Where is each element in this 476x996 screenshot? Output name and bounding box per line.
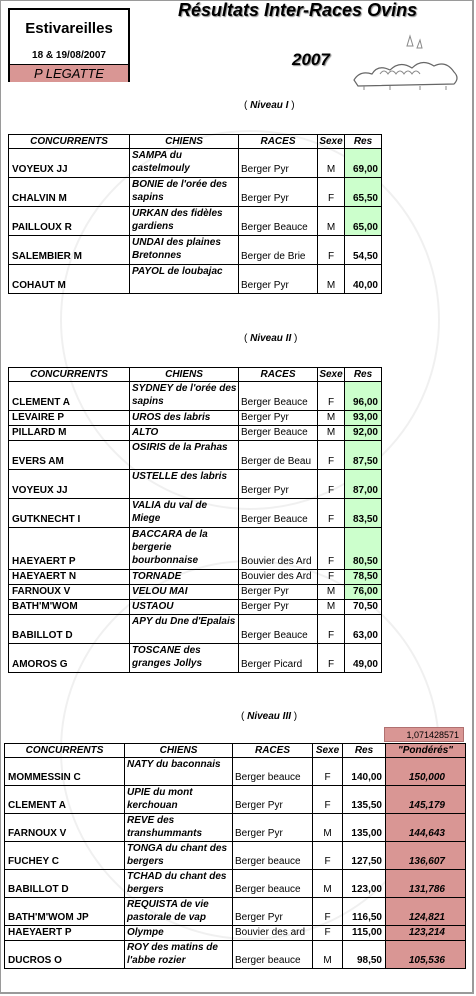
table-row [9,426,382,441]
header-chiens: CHIENS [130,368,239,382]
event-dates: 18 & 19/08/2007 [32,50,106,61]
dog-cell: URKAN des fidèles gardiens [130,207,239,236]
header-ponderes: "Pondérés" [386,744,466,758]
competitor-cell: FUCHEY C [5,842,125,870]
header-races: RACES [233,744,313,758]
sex-cell: F [318,178,345,207]
result-cell: 65,50 [345,178,382,207]
breed-cell: Berger Beauce [239,382,318,411]
breed-cell: Berger de Beau [239,441,318,470]
dog-cell: USTELLE des labris [130,470,239,499]
dog-cell: SYDNEY de l'orée des sapins [130,382,239,411]
table-row [9,470,382,499]
sex-cell: F [318,644,345,673]
table-row [9,441,382,470]
result-cell: 92,00 [345,426,382,441]
result-cell: 78,50 [345,570,382,585]
table-row [5,758,466,786]
level-1-table [8,134,382,294]
result-cell: 96,00 [345,382,382,411]
result-cell: 40,00 [345,265,382,294]
breed-cell: Berger beauce [233,941,313,969]
competitor-cell: PAILLOUX R [9,207,130,236]
competitor-cell: HAEYAERT P [9,528,130,570]
competitor-cell: CLEMENT A [9,382,130,411]
result-cell: 83,50 [345,499,382,528]
breed-cell: Bouvier des ard [233,926,313,941]
header-chiens: CHIENS [130,135,239,149]
table-row [9,207,382,236]
competitor-cell: BABILLOT D [5,870,125,898]
competitor-cell: BATH'M'WOM JP [5,898,125,926]
sex-cell: M [313,941,343,969]
page-title: Résultats Inter-Races Ovins [178,0,418,20]
sex-cell: F [313,926,343,941]
sex-cell: M [318,426,345,441]
table-row [5,842,466,870]
sex-cell: M [313,814,343,842]
competitor-cell: CHALVIN M [9,178,130,207]
breed-cell: Berger beauce [233,842,313,870]
dog-cell: Olympe [125,926,233,941]
header-concurrents: CONCURRENTS [5,744,125,758]
header-races: RACES [239,135,318,149]
competitor-cell: EVERS AM [9,441,130,470]
sex-cell: F [318,382,345,411]
result-cell: 87,50 [345,441,382,470]
dog-cell: UPIE du mont kerchouan [125,786,233,814]
level-1-label: ( Niveau I ) [244,100,295,111]
competitor-cell: CLEMENT A [5,786,125,814]
header-res: Res [345,135,382,149]
sex-cell: F [318,236,345,265]
competitor-cell: BATH'M'WOM [9,600,130,615]
competitor-cell: DUCROS O [5,941,125,969]
weighting-coefficient: 1,071428571 [384,727,464,742]
result-cell: 49,00 [345,644,382,673]
breed-cell: Bouvier des Ard [239,528,318,570]
header-sexe: Sexe [319,369,343,380]
sex-cell: M [318,600,345,615]
sex-cell: F [313,758,343,786]
competitor-cell: FARNOUX V [9,585,130,600]
table-row [9,600,382,615]
competitor-cell: MOMMESSIN C [5,758,125,786]
sex-cell: F [313,898,343,926]
breed-cell: Berger Beauce [239,426,318,441]
table-header-row [9,135,382,149]
breed-cell: Berger beauce [233,758,313,786]
dog-cell: TORNADE [130,570,239,585]
table-row [9,615,382,644]
header-chiens: CHIENS [125,744,233,758]
result-cell: 54,50 [345,236,382,265]
breed-cell: Berger Pyr [233,814,313,842]
competitor-cell: VOYEUX JJ [9,470,130,499]
sex-cell: F [318,441,345,470]
sex-cell: M [313,870,343,898]
competitor-cell: VOYEUX JJ [9,149,130,178]
breed-cell: Berger Pyr [239,585,318,600]
breed-cell: Berger Pyr [239,265,318,294]
table-row [9,570,382,585]
result-cell: 69,00 [345,149,382,178]
level-3-label: ( Niveau III ) [241,711,298,722]
result-cell: 98,50 [343,941,386,969]
table-row [9,411,382,426]
breed-cell: Berger Pyr [239,411,318,426]
table-row [9,644,382,673]
sex-cell: F [318,499,345,528]
result-cell: 127,50 [343,842,386,870]
result-cell: 70,50 [345,600,382,615]
sex-cell: F [318,570,345,585]
sex-cell: F [318,615,345,644]
table-row [9,265,382,294]
sex-cell: F [318,470,345,499]
table-row [9,499,382,528]
table-row [5,814,466,842]
competitor-cell: BABILLOT D [9,615,130,644]
dog-cell: VELOU MAI [130,585,239,600]
header-sexe: Sexe [319,136,343,147]
competitor-cell: AMOROS G [9,644,130,673]
weighted-result-cell: 131,786 [386,870,466,898]
result-cell: 80,50 [345,528,382,570]
dog-cell: ROY des matins de l'abbe rozier [125,941,233,969]
table-row [5,926,466,941]
table-row [9,149,382,178]
table-row [9,382,382,411]
weighted-result-cell: 124,821 [386,898,466,926]
competitor-cell: SALEMBIER M [9,236,130,265]
dog-cell: VALIA du val de Miege [130,499,239,528]
competitor-cell: FARNOUX V [5,814,125,842]
page-year: 2007 [292,50,330,69]
result-cell: 76,00 [345,585,382,600]
competitor-cell: PILLARD M [9,426,130,441]
breed-cell: Berger beauce [233,870,313,898]
dog-cell: BONIE de l'orée des sapins [130,178,239,207]
dog-cell: ALTO [130,426,239,441]
breed-cell: Berger Pyr [239,149,318,178]
dog-cell: REQUISTA de vie pastorale de vap [125,898,233,926]
breed-cell: Berger Beauce [239,499,318,528]
breed-cell: Berger Pyr [239,600,318,615]
sex-cell: M [318,149,345,178]
header-concurrents: CONCURRENTS [9,368,130,382]
competitor-cell: COHAUT M [9,265,130,294]
header-res: Res [345,368,382,382]
sex-cell: F [318,528,345,570]
result-cell: 135,00 [343,814,386,842]
breed-cell: Berger Beauce [239,615,318,644]
breed-cell: Berger Beauce [239,207,318,236]
level-2-label: ( Niveau II ) [244,333,298,344]
result-cell: 115,00 [343,926,386,941]
result-cell: 140,00 [343,758,386,786]
sex-cell: M [318,207,345,236]
sheep-illustration [350,30,462,90]
breed-cell: Berger Picard [239,644,318,673]
event-town: Estivareilles [25,20,113,37]
dog-cell: TONGA du chant des bergers [125,842,233,870]
table-header-row [5,744,466,758]
result-cell: 63,00 [345,615,382,644]
dog-cell: TCHAD du chant des bergers [125,870,233,898]
level-3-table [4,743,466,969]
dog-cell: UROS des labris [130,411,239,426]
sex-cell: M [318,585,345,600]
weighted-result-cell: 105,536 [386,941,466,969]
table-row [9,585,382,600]
breed-cell: Berger Pyr [233,786,313,814]
table-row [9,236,382,265]
table-row [9,528,382,570]
level-2-table [8,367,382,673]
weighted-result-cell: 145,179 [386,786,466,814]
result-cell: 87,00 [345,470,382,499]
dog-cell: SAMPA du castelmouly [130,149,239,178]
header-sexe: Sexe [313,744,343,758]
competitor-cell: HAEYAERT P [5,926,125,941]
sex-cell: F [313,842,343,870]
sex-cell: M [318,411,345,426]
dog-cell: APY du Dne d'Epalais [130,615,239,644]
result-cell: 135,50 [343,786,386,814]
weighted-result-cell: 144,643 [386,814,466,842]
dog-cell: OSIRIS de la Prahas [130,441,239,470]
dog-cell: NATY du baconnais [125,758,233,786]
weighted-result-cell: 123,214 [386,926,466,941]
event-judge: P LEGATTE [10,64,128,82]
sex-cell: M [318,265,345,294]
breed-cell: Berger Pyr [233,898,313,926]
table-header-row [9,368,382,382]
breed-cell: Berger de Brie [239,236,318,265]
table-row [5,786,466,814]
dog-cell: TOSCANE des granges Jollys [130,644,239,673]
table-row [5,870,466,898]
table-row [5,898,466,926]
breed-cell: Bouvier des Ard [239,570,318,585]
event-info-box [8,8,130,82]
dog-cell: PAYOL de loubajac [130,265,239,294]
result-cell: 93,00 [345,411,382,426]
result-cell: 65,00 [345,207,382,236]
header-races: RACES [239,368,318,382]
sex-cell: F [313,786,343,814]
weighted-result-cell: 150,000 [386,758,466,786]
header-res: Res [343,744,386,758]
weighted-result-cell: 136,607 [386,842,466,870]
header-concurrents: CONCURRENTS [9,135,130,149]
table-row [5,941,466,969]
dog-cell: REVE des transhummants [125,814,233,842]
table-row [9,178,382,207]
dog-cell: UNDAI des plaines Bretonnes [130,236,239,265]
dog-cell: USTAOU [130,600,239,615]
dog-cell: BACCARA de la bergerie bourbonnaise [130,528,239,570]
competitor-cell: HAEYAERT N [9,570,130,585]
competitor-cell: GUTKNECHT I [9,499,130,528]
result-cell: 123,00 [343,870,386,898]
breed-cell: Berger Pyr [239,178,318,207]
breed-cell: Berger Pyr [239,470,318,499]
competitor-cell: LEVAIRE P [9,411,130,426]
result-cell: 116,50 [343,898,386,926]
